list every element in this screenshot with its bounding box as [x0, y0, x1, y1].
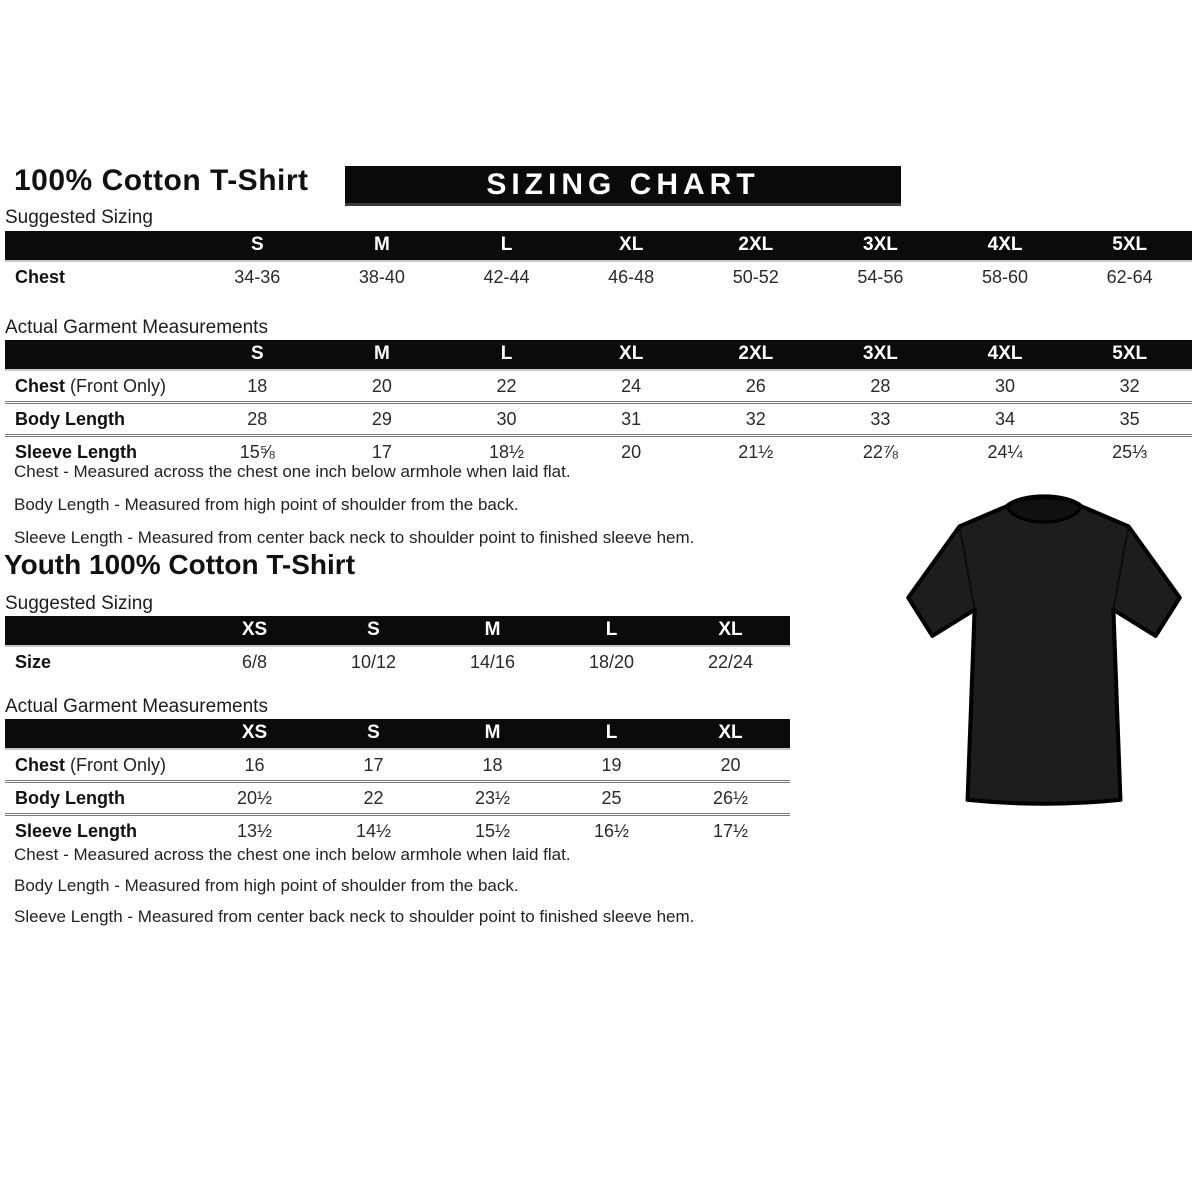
table-cell: 25: [601, 788, 622, 808]
table-cell: 18½: [489, 442, 525, 462]
table-cell: 35: [1119, 409, 1140, 429]
table-cell: 54-56: [857, 267, 904, 287]
youth-measurement-notes: [14, 845, 694, 938]
table-cell: 16½: [593, 821, 630, 841]
youth-suggested-table: [5, 616, 790, 677]
table-cell: 20½: [236, 788, 273, 808]
adult-section-title: 100% Cotton T-Shirt: [14, 164, 309, 197]
youth-suggested-sizing-label: Suggested Sizing: [5, 593, 153, 614]
table-cell: 29: [371, 409, 392, 429]
table-cell: 21½: [738, 442, 774, 462]
table-row: [5, 780, 790, 813]
table-cell: 62-64: [1106, 267, 1153, 287]
table-cell: 46-48: [608, 267, 655, 287]
table-cell: 15⅝: [239, 442, 275, 462]
table-cell: 17: [363, 755, 384, 775]
column-header: 2XL: [738, 343, 774, 364]
column-header: 2XL: [738, 234, 774, 255]
column-header: S: [367, 619, 380, 640]
table-row: [5, 401, 1192, 434]
youth-section-title: Youth 100% Cotton T-Shirt: [4, 549, 356, 580]
column-header: XL: [718, 619, 743, 640]
adult-measurements-table-header: [5, 340, 1192, 371]
adult-suggested-sizing-label: Suggested Sizing: [5, 207, 153, 228]
table-cell: 34: [995, 409, 1016, 429]
column-header-spacer: [5, 719, 195, 748]
table-cell: 32: [745, 409, 766, 429]
column-header: S: [250, 234, 264, 255]
table-cell: 50-52: [732, 267, 779, 287]
youth-suggested-table-header: [5, 616, 790, 647]
column-header: L: [500, 343, 513, 364]
column-header: XL: [619, 343, 644, 364]
table-cell: 34-36: [234, 267, 281, 287]
table-cell: 28: [247, 409, 268, 429]
note-sleeve-length: Sleeve Length - Measured from center back neck to shoulder point to finished sleeve hem.: [14, 528, 695, 547]
table-cell: 22/24: [707, 652, 754, 672]
column-header: M: [374, 234, 390, 255]
column-header: 4XL: [987, 343, 1023, 364]
table-cell: 18/20: [588, 652, 635, 672]
row-label: Sleeve Length: [15, 821, 138, 841]
adult-measurements-table: [5, 340, 1192, 467]
column-header-spacer: [5, 231, 195, 260]
column-header: M: [484, 722, 501, 743]
table-cell: 32: [1119, 376, 1140, 396]
note-chest: Chest - Measured across the chest one inch below armhole when laid flat.: [14, 845, 571, 864]
youth-measurements-label: Actual Garment Measurements: [5, 696, 268, 717]
table-cell: 14½: [355, 821, 392, 841]
column-header: M: [374, 343, 390, 364]
note-body-length: Body Length - Measured from high point of shoulder from the back.: [14, 495, 519, 514]
table-row: [5, 813, 790, 846]
row-label-suffix: (Front Only): [65, 376, 167, 396]
column-header: S: [367, 722, 380, 743]
table-cell: 58-60: [982, 267, 1029, 287]
table-cell: 24: [621, 376, 642, 396]
table-cell: 10/12: [350, 652, 397, 672]
youth-measurements-table-header: [5, 719, 790, 750]
column-header: 5XL: [1112, 234, 1148, 255]
note-body-length: Body Length - Measured from high point of shoulder from the back.: [14, 876, 519, 895]
table-cell: 22⅞: [862, 442, 898, 462]
table-cell: 20: [720, 755, 741, 775]
adult-suggested-table: [5, 231, 1192, 292]
table-cell: 18: [247, 376, 268, 396]
table-row: [5, 262, 1192, 292]
tshirt-graphic: [893, 476, 1195, 818]
row-label: Body Length: [15, 409, 125, 429]
column-header-spacer: [5, 340, 195, 369]
row-label: Chest: [15, 267, 66, 287]
column-header: L: [605, 722, 618, 743]
table-cell: 20: [371, 376, 392, 396]
note-chest: Chest - Measured across the chest one inch below armhole when laid flat.: [14, 462, 571, 481]
column-header: 5XL: [1112, 343, 1148, 364]
column-header-spacer: [5, 616, 195, 645]
row-label: Body Length: [15, 788, 125, 808]
table-cell: 17½: [712, 821, 749, 841]
column-header: M: [484, 619, 501, 640]
column-header: XS: [241, 722, 268, 743]
table-row: [5, 371, 1192, 401]
adult-suggested-table-header: [5, 231, 1192, 262]
table-cell: 6/8: [241, 652, 268, 672]
adult-measurements-label: Actual Garment Measurements: [5, 317, 268, 338]
table-cell: 42-44: [483, 267, 530, 287]
table-cell: 13½: [236, 821, 273, 841]
table-cell: 14/16: [469, 652, 516, 672]
column-header: S: [250, 343, 264, 364]
table-row: [5, 750, 790, 780]
sizing-chart-banner: [345, 166, 901, 206]
table-cell: 22: [363, 788, 384, 808]
column-header: L: [500, 234, 513, 255]
table-cell: 28: [870, 376, 891, 396]
row-label: Size: [15, 652, 52, 672]
table-cell: 22: [496, 376, 517, 396]
table-cell: 26½: [712, 788, 749, 808]
table-cell: 18: [482, 755, 503, 775]
row-label: Sleeve Length: [15, 442, 138, 462]
table-cell: 20: [621, 442, 642, 462]
table-cell: 15½: [474, 821, 511, 841]
table-cell: 33: [870, 409, 891, 429]
table-cell: 31: [621, 409, 642, 429]
table-row: [5, 647, 790, 677]
table-cell: 38-40: [358, 267, 405, 287]
column-header: XL: [619, 234, 644, 255]
table-cell: 17: [371, 442, 392, 462]
row-label: Chest (Front Only): [15, 376, 167, 396]
table-cell: 23½: [474, 788, 511, 808]
table-cell: 30: [496, 409, 517, 429]
row-label-suffix: (Front Only): [65, 755, 167, 775]
column-header: 3XL: [863, 343, 898, 364]
column-header: L: [605, 619, 618, 640]
row-label: Chest (Front Only): [15, 755, 167, 775]
table-cell: 19: [601, 755, 622, 775]
table-cell: 25⅓: [1112, 442, 1148, 462]
black-tshirt-image: [893, 476, 1195, 818]
column-header: XL: [718, 722, 743, 743]
table-cell: 16: [244, 755, 265, 775]
column-header: 4XL: [987, 234, 1023, 255]
adult-measurement-notes: [14, 462, 694, 561]
table-cell: 24¼: [987, 442, 1023, 462]
table-cell: 26: [745, 376, 766, 396]
note-sleeve-length: Sleeve Length - Measured from center back neck to shoulder point to finished sleeve hem.: [14, 907, 695, 926]
column-header: 3XL: [863, 234, 898, 255]
sizing-chart-banner-label: SIZING CHART: [486, 167, 760, 201]
youth-measurements-table: [5, 719, 790, 846]
column-header: XS: [241, 619, 268, 640]
table-cell: 30: [995, 376, 1016, 396]
